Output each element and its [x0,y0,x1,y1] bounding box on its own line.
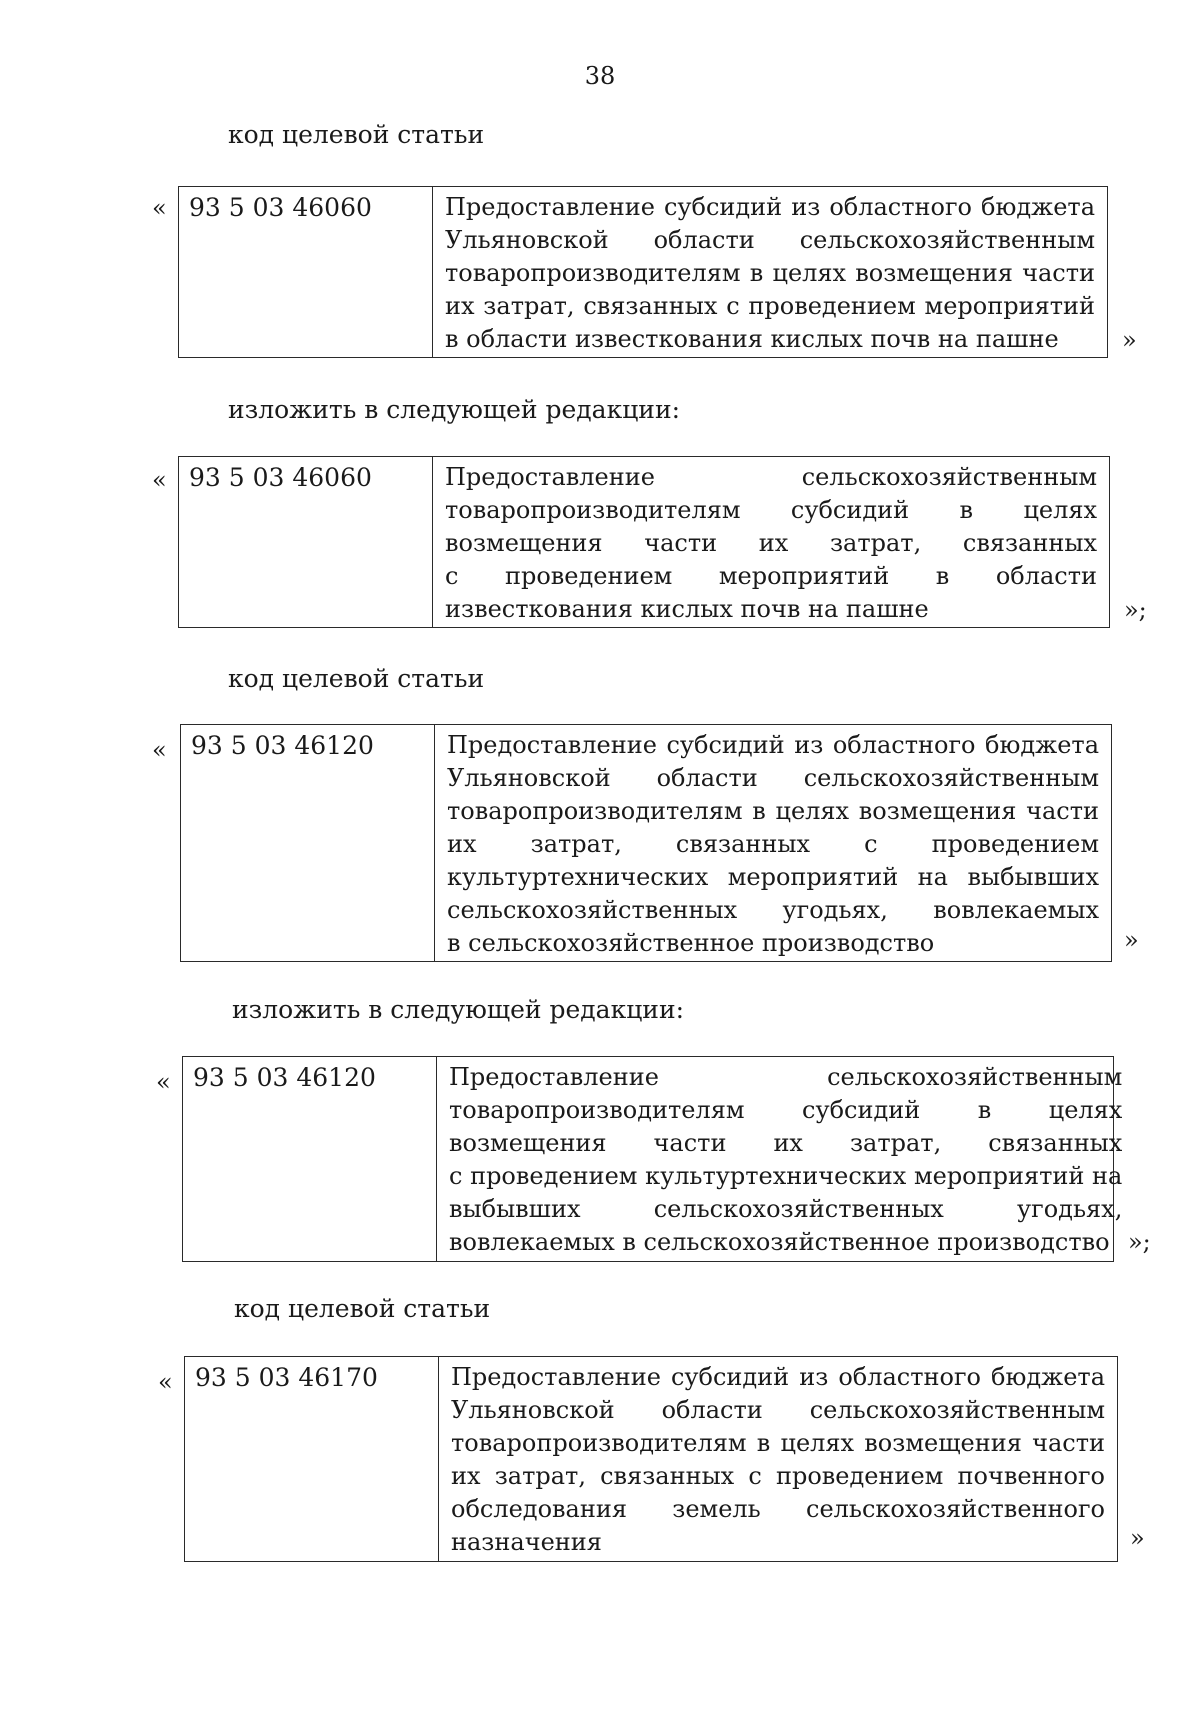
open-quote: « [152,194,167,222]
target-article-code: 93 5 03 46120 [181,725,435,961]
target-article-description [433,457,1109,627]
description-line: Ульяновской области сельскохозяйственным [445,226,1095,254]
close-quote: » [1122,326,1137,354]
caption-target-article-code: код целевой статьи [228,120,485,149]
caption-new-wording: изложить в следующей редакции: [228,395,681,424]
open-quote: « [158,1368,173,1396]
target-article-code: 93 5 03 46120 [183,1057,437,1261]
description-line: культуртехнических мероприятий на выбывших [447,863,1099,891]
description-line: сельскохозяйственных угодьях, вовлекаемых [447,896,1099,924]
description-line: возмещения части их затрат, связанных [445,529,1097,557]
target-article-description [433,187,1107,357]
description-line: товаропроизводителям в целях возмещения части [447,797,1099,825]
description-line: их затрат, связанных с проведением [447,830,1099,858]
target-article-description [437,1057,1134,1261]
description-line: выбывших сельскохозяйственных угодьях, [449,1195,1123,1223]
description-line: с проведением мероприятий в области [445,562,1097,590]
entry-table-3 [180,724,1112,962]
target-article-description [435,725,1111,961]
description-line: с проведением культуртехнических мероприятий на [449,1162,1123,1190]
description-line: в области известкования кислых почв на пашне [445,325,1059,353]
description-line: возмещения части их затрат, связанных [449,1129,1123,1157]
target-article-code: 93 5 03 46060 [179,457,433,627]
page-number: 38 [584,62,616,90]
description-line: Предоставление субсидий из областного бюджета [451,1363,1105,1391]
description-line: товаропроизводителям в целях возмещения части [445,259,1095,287]
description-line: их затрат, связанных с проведением мероприятий [445,292,1095,320]
description-line: Ульяновской области сельскохозяйственным [447,764,1099,792]
caption-target-article-code: код целевой статьи [234,1294,491,1323]
caption-target-article-code: код целевой статьи [228,664,485,693]
close-quote: »; [1128,1228,1151,1256]
description-line: их затрат, связанных с проведением почвенного [451,1462,1105,1490]
open-quote: « [152,466,167,494]
target-article-description [439,1357,1117,1561]
open-quote: « [152,736,167,764]
description-line: Ульяновской области сельскохозяйственным [451,1396,1105,1424]
close-quote: »; [1124,596,1147,624]
description-line: Предоставление сельскохозяйственным [449,1063,1123,1091]
entry-table-2 [178,456,1110,628]
description-line: Предоставление субсидий из областного бюджета [447,731,1099,759]
entry-table-5 [184,1356,1118,1562]
description-line: Предоставление сельскохозяйственным [445,463,1097,491]
open-quote: « [156,1068,171,1096]
description-line: вовлекаемых в сельскохозяйственное производство [449,1228,1110,1256]
description-line: известкования кислых почв на пашне [445,595,929,623]
description-line: назначения [451,1528,602,1556]
entry-table-1 [178,186,1108,358]
description-line: товаропроизводителям в целях возмещения части [451,1429,1105,1457]
description-line: товаропроизводителям субсидий в целях [445,496,1097,524]
target-article-code: 93 5 03 46170 [185,1357,439,1561]
description-line: товаропроизводителям субсидий в целях [449,1096,1123,1124]
close-quote: » [1124,926,1139,954]
entry-table-4 [182,1056,1123,1262]
description-line: Предоставление субсидий из областного бюджета [445,193,1095,221]
close-quote: » [1130,1524,1145,1552]
description-line: в сельскохозяйственное производство [447,929,935,957]
target-article-code: 93 5 03 46060 [179,187,433,357]
caption-new-wording: изложить в следующей редакции: [232,995,685,1024]
description-line: обследования земель сельскохозяйственного [451,1495,1105,1523]
